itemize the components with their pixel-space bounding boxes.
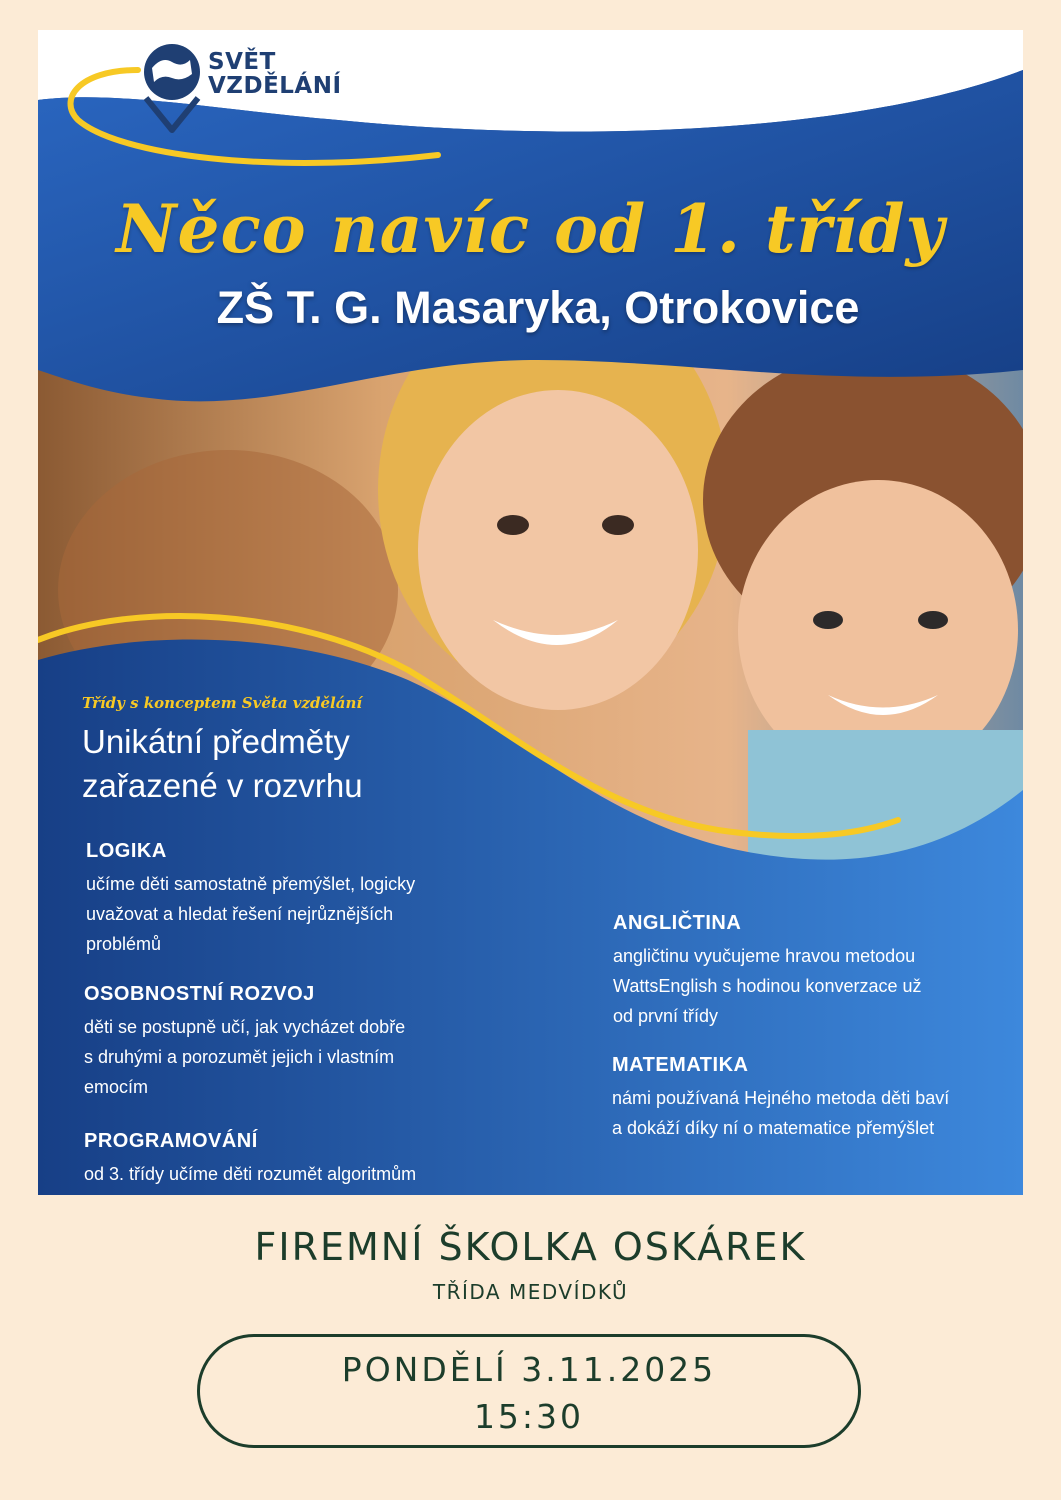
event-date: PONDĚLÍ 3.11.2025 [341,1350,717,1389]
headline-line-2: zařazené v rozvrhu [82,767,363,804]
subject-logika [86,840,415,959]
subject-desc [613,941,922,1031]
logo-line-1: SVĚT [208,49,276,75]
desc-line: a dokáží díky ní o matematice přemýšlet [612,1118,935,1138]
subject-osobnostni-rozvoj [84,983,405,1102]
poster-title: Něco navíc od 1. třídy [116,190,945,268]
subject-name: ANGLIČTINA [613,912,742,934]
desc-line: děti se postupně učí, jak vycházet dobře [84,1017,406,1037]
subject-desc [84,1012,405,1102]
headline-line-1: Unikátní předměty [82,723,350,760]
subject-name: OSOBNOSTNÍ ROZVOJ [84,983,315,1005]
desc-line: uvažovat a hledat řešení nejrůznějších [86,904,394,924]
event-poster [38,30,1023,1195]
kindergarten-name: FIREMNÍ ŠKOLKA OSKÁREK [254,1225,807,1269]
headline [82,720,502,808]
tagline: Třídy s konceptem Světa vzdělání [82,694,363,712]
event-time: 15:30 [473,1397,585,1436]
subject-name: MATEMATIKA [612,1054,749,1076]
logo-line-2: VZDĚLÁNÍ [208,73,342,99]
poster-subtitle: ZŠ T. G. Masaryka, Otrokovice [216,282,860,333]
subject-desc [84,1159,416,1189]
subject-desc [86,869,415,959]
subject-name: PROGRAMOVÁNÍ [84,1130,258,1152]
desc-line: s druhými a porozumět jejich i vlastním [84,1047,395,1067]
desc-line: od 3. třídy učíme děti rozumět algoritmům [84,1164,417,1184]
subject-desc [612,1083,949,1143]
desc-line: WattsEnglish s hodinou konverzace už [613,976,922,996]
logo-wordmark [208,50,342,98]
subject-programovani [84,1130,416,1189]
desc-line: emocím [84,1077,149,1097]
desc-line: angličtinu vyučujeme hravou metodou [613,946,916,966]
desc-line: učíme děti samostatně přemýšlet, logicky [86,874,416,894]
subject-anglictina [613,912,922,1031]
desc-line: námi používaná Hejného metoda děti baví [612,1088,950,1108]
subject-name: LOGIKA [86,840,167,862]
event-date-box [197,1334,861,1448]
class-name: TŘÍDA MEDVÍDKŮ [432,1280,629,1304]
desc-line: od první třídy [613,1006,719,1026]
subject-matematika [612,1054,949,1143]
desc-line: problémů [86,934,162,954]
